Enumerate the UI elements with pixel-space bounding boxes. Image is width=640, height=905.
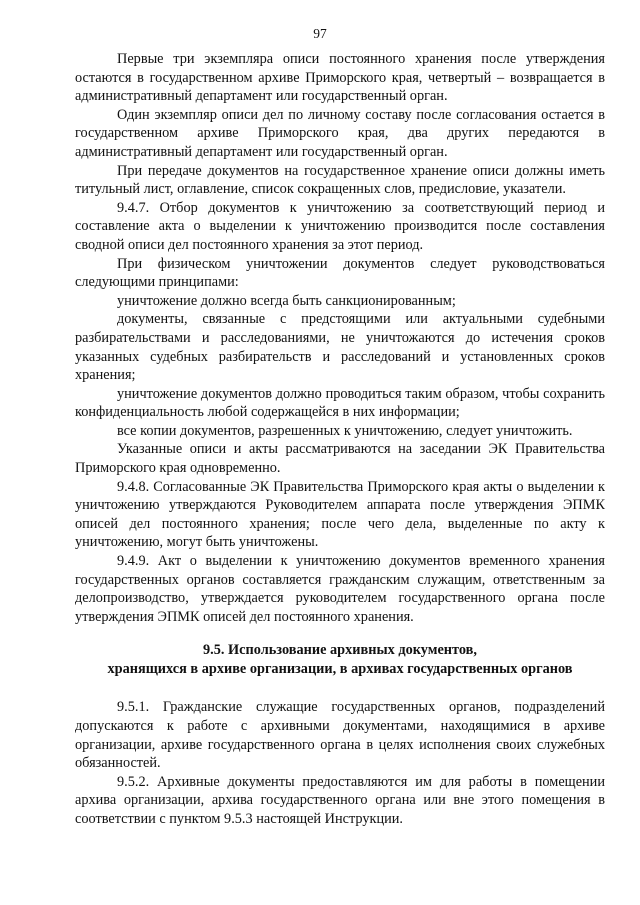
- paragraph: 9.5.2. Архивные документы предоставляются им для работы в помещении архива организации, архива государственного органа или вне этого помещения в соответствии с пунктом 9.5.3 настоящей Инструкции.: [75, 773, 605, 827]
- section-heading: [75, 641, 605, 679]
- document-body: [75, 50, 605, 829]
- paragraph: При физическом уничтожении документов следует руководствоваться следующими принципами:: [75, 255, 605, 291]
- list-item: уничтожение должно всегда быть санкционированным;: [117, 292, 456, 309]
- paragraph: Первые три экземпляра описи постоянного хранения после утверждения остаются в государственном архиве Приморского края, четвертый – возвращается в административный департамент или государственный орган.: [75, 51, 605, 105]
- paragraph: Один экземпляр описи дел по личному составу после согласования остается в государственном архиве Приморского края, два других передаются в административный департамент или государственный орган.: [75, 106, 605, 160]
- list-item: документы, связанные с предстоящими или актуальными судебными разбирательствами и расследованиями, не уничтожаются до истечения сроков указанных судебных разбирательств и расследований и установленных сроков хранения;: [75, 311, 605, 384]
- paragraph: При передаче документов на государственное хранение описи должны иметь титульный лист, оглавление, список сокращенных слов, предисловие, указатели.: [75, 162, 605, 198]
- paragraph: Указанные описи и акты рассматриваются на заседании ЭК Правительства Приморского края одновременно.: [75, 441, 605, 477]
- section-heading-line: 9.5. Использование архивных документов,: [203, 642, 477, 659]
- paragraph: 9.4.9. Акт о выделении к уничтожению документов временного хранения государственных органов составляется гражданским служащим, ответственным за делопроизводство, утверждается руководителем государственного органа после утверждения ЭПМК описей дел постоянного хранения.: [75, 553, 605, 625]
- section-heading-line: хранящихся в архиве организации, в архивах государственных органов: [107, 661, 573, 678]
- list-item: все копии документов, разрешенных к уничтожению, следует уничтожить.: [117, 422, 573, 439]
- page-number: 97: [313, 26, 327, 41]
- list-item: уничтожение документов должно проводиться таким образом, чтобы сохранить конфиденциальность любой содержащейся в них информации;: [75, 385, 605, 421]
- paragraph: 9.4.7. Отбор документов к уничтожению за соответствующий период и составление акта о выделении к уничтожению производится после составления сводной описи дел постоянного хранения за этот период.: [75, 199, 605, 253]
- paragraph: 9.4.8. Согласованные ЭК Правительства Приморского края акты о выделении к уничтожению утверждаются Руководителем аппарата после утверждения ЭПМК описей дел постоянного хранения; после чего дела, выделенные по акту к уничтожению, могут быть уничтожены.: [75, 478, 605, 551]
- paragraph: 9.5.1. Гражданские служащие государственных органов, подразделений допускаются к работе с архивными документами, находящимися в архиве организации, архиве государственного органа в целях исполнения своих служебных обязанностей.: [75, 699, 605, 772]
- spacer: [75, 679, 605, 698]
